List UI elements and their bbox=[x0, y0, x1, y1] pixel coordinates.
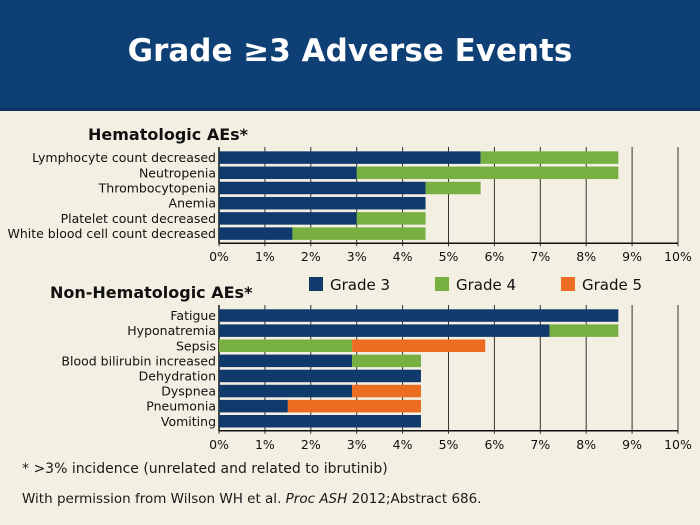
bar-grade-4-lymphocyte-count-decreased bbox=[481, 151, 619, 164]
x-tick-label: 4% bbox=[392, 436, 413, 452]
x-tick-label: 6% bbox=[484, 436, 505, 452]
x-tick-label: 3% bbox=[346, 436, 367, 452]
adverse-events-charts bbox=[0, 111, 700, 461]
x-tick-label: 7% bbox=[530, 436, 551, 452]
chart-title: Non-Hematologic AEs* bbox=[50, 283, 253, 302]
category-label-platelet-count-decreased: Platelet count decreased bbox=[60, 210, 216, 226]
x-tick-label: 4% bbox=[392, 249, 413, 265]
bar-grade-5-sepsis bbox=[352, 340, 485, 353]
chart-title: Hematologic AEs* bbox=[88, 125, 249, 144]
category-label-vomiting: Vomiting bbox=[160, 413, 216, 429]
x-tick-label: 8% bbox=[576, 249, 597, 265]
category-label-dyspnea: Dyspnea bbox=[161, 383, 216, 399]
x-tick-label: 2% bbox=[300, 249, 321, 265]
category-label-fatigue: Fatigue bbox=[170, 308, 216, 324]
bar-grade-3-fatigue bbox=[219, 309, 618, 322]
bar-grade-3-blood-bilirubin-increased bbox=[219, 355, 352, 368]
x-tick-label: 2% bbox=[300, 436, 321, 452]
bar-grade-4-blood-bilirubin-increased bbox=[352, 355, 421, 368]
title-banner bbox=[0, 0, 700, 111]
bar-grade-4-sepsis bbox=[219, 340, 352, 353]
x-tick-label: 10% bbox=[664, 249, 692, 265]
x-tick-label: 5% bbox=[438, 249, 459, 265]
x-tick-label: 9% bbox=[622, 249, 643, 265]
bar-grade-3-pneumonia bbox=[219, 400, 288, 413]
category-label-lymphocyte-count-decreased: Lymphocyte count decreased bbox=[32, 150, 216, 166]
footnote: * >3% incidence (unrelated and related to ibrutinib) bbox=[22, 461, 388, 477]
bar-grade-3-thrombocytopenia bbox=[219, 182, 426, 195]
category-label-anemia: Anemia bbox=[168, 195, 216, 211]
x-tick-label: 1% bbox=[254, 249, 275, 265]
bar-grade-3-dyspnea bbox=[219, 385, 352, 398]
bar-grade-4-white-blood-cell-count-decreased bbox=[292, 227, 425, 240]
slide-title: Grade ≥3 Adverse Events bbox=[127, 33, 573, 69]
category-label-hyponatremia: Hyponatremia bbox=[127, 323, 216, 339]
bar-grade-4-platelet-count-decreased bbox=[357, 212, 426, 225]
category-label-sepsis: Sepsis bbox=[175, 338, 216, 354]
category-label-thrombocytopenia: Thrombocytopenia bbox=[98, 180, 216, 196]
bar-grade-3-anemia bbox=[219, 197, 426, 210]
category-label-dehydration: Dehydration bbox=[138, 368, 216, 384]
legend-swatch-grade-4 bbox=[435, 277, 449, 291]
x-tick-label: 7% bbox=[530, 249, 551, 265]
bar-grade-5-dyspnea bbox=[352, 385, 421, 398]
legend-swatch-grade-5 bbox=[561, 277, 575, 291]
bar-grade-3-dehydration bbox=[219, 370, 421, 383]
x-tick-label: 8% bbox=[576, 436, 597, 452]
source-credit bbox=[22, 491, 482, 507]
legend-label-grade-4: Grade 4 bbox=[456, 276, 517, 294]
hematologic-chart bbox=[7, 125, 692, 264]
legend-swatch-grade-3 bbox=[309, 277, 323, 291]
x-tick-label: 0% bbox=[209, 249, 229, 265]
bar-grade-3-neutropenia bbox=[219, 167, 357, 180]
x-tick-label: 9% bbox=[622, 436, 643, 452]
credit-suffix: 2012;Abstract 686. bbox=[347, 491, 482, 507]
x-tick-label: 1% bbox=[254, 436, 275, 452]
credit-journal: Proc ASH bbox=[285, 491, 348, 507]
bar-grade-4-thrombocytopenia bbox=[426, 182, 481, 195]
bar-grade-4-neutropenia bbox=[357, 167, 619, 180]
bar-grade-3-lymphocyte-count-decreased bbox=[219, 151, 481, 164]
chart-legend bbox=[309, 276, 642, 294]
category-label-blood-bilirubin-increased: Blood bilirubin increased bbox=[61, 353, 216, 369]
bar-grade-3-platelet-count-decreased bbox=[219, 212, 357, 225]
bar-grade-3-white-blood-cell-count-decreased bbox=[219, 227, 292, 240]
credit-prefix: With permission from Wilson WH et al. bbox=[22, 491, 286, 507]
bar-grade-4-hyponatremia bbox=[549, 324, 618, 337]
bar-grade-3-hyponatremia bbox=[219, 324, 549, 337]
bar-grade-3-vomiting bbox=[219, 415, 421, 428]
legend-label-grade-3: Grade 3 bbox=[330, 276, 391, 294]
category-label-white-blood-cell-count-decreased: White blood cell count decreased bbox=[7, 226, 216, 242]
x-tick-label: 6% bbox=[484, 249, 505, 265]
x-tick-label: 10% bbox=[664, 436, 692, 452]
x-tick-label: 0% bbox=[209, 436, 229, 452]
non-hematologic-chart bbox=[50, 283, 692, 452]
category-label-pneumonia: Pneumonia bbox=[146, 398, 216, 414]
x-tick-label: 3% bbox=[346, 249, 367, 265]
category-label-neutropenia: Neutropenia bbox=[138, 165, 216, 181]
legend-label-grade-5: Grade 5 bbox=[582, 276, 643, 294]
bar-grade-5-pneumonia bbox=[288, 400, 421, 413]
x-tick-label: 5% bbox=[438, 436, 459, 452]
